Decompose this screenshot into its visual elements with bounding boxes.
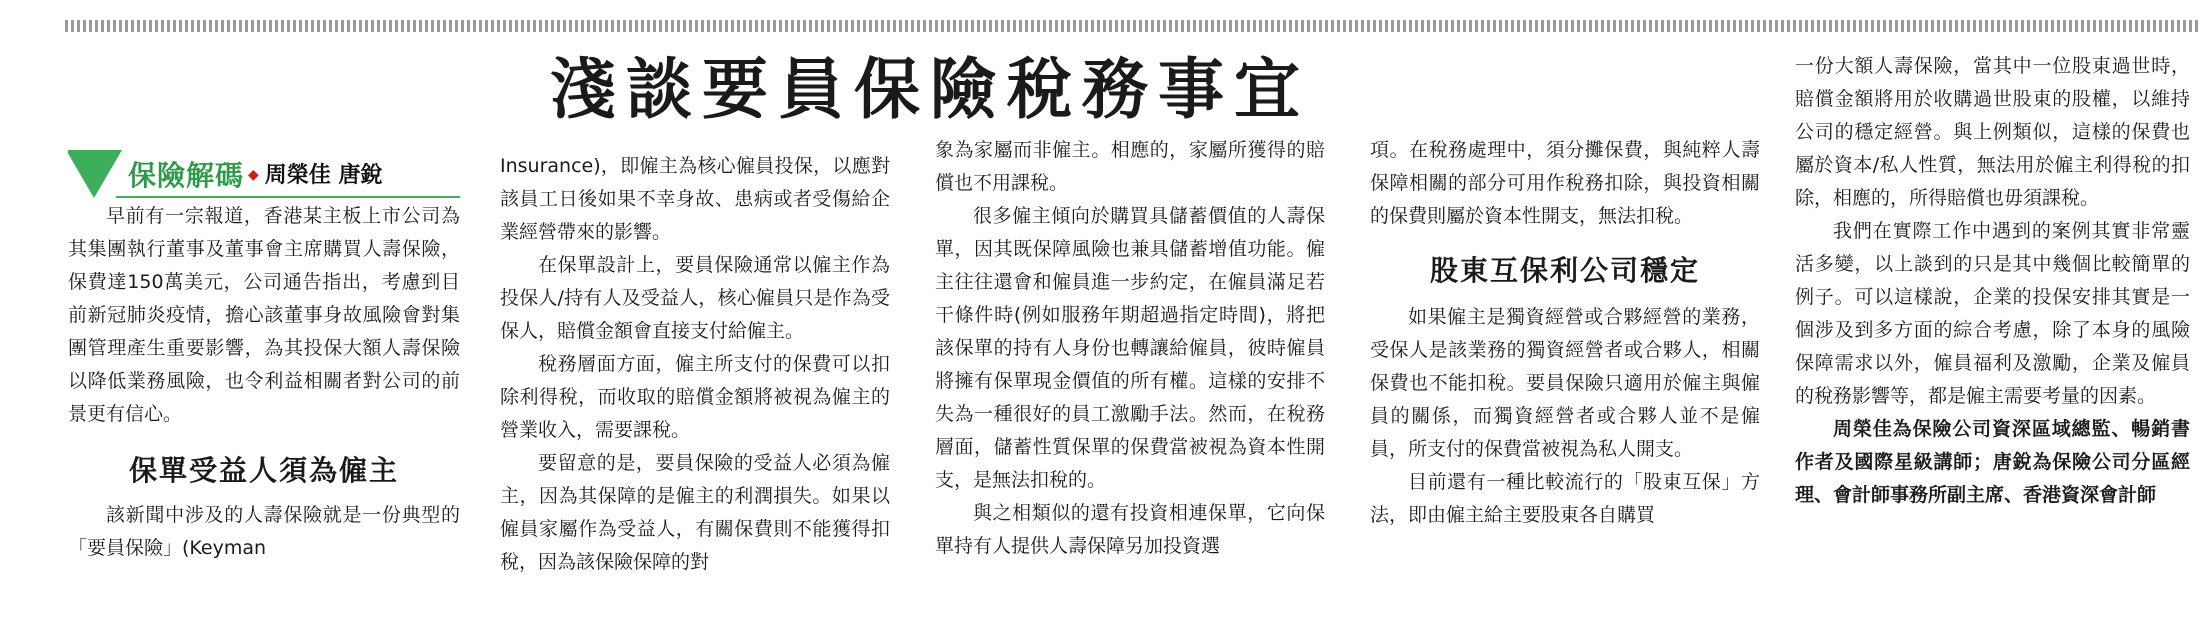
banner-underline — [116, 196, 460, 198]
paragraph: 與之相類似的還有投資相連保單，它向保單持有人提供人壽保障另加投資選 — [935, 502, 1325, 557]
paragraph: 項。在稅務處理中，須分攤保費，與純粹人壽保障相關的部分可用作稅務扣除，與投資相關的保費則屬於資本性開支，無法扣稅。 — [1370, 139, 1760, 227]
column-3 — [935, 134, 1325, 604]
paragraph: 象為家屬而非僱主。相應的，家屬所獲得的賠償也不用課稅。 — [935, 139, 1325, 194]
paragraph: 目前還有一種比較流行的「股東互保」方法，即由僱主給主要股東各自購買 — [1370, 471, 1760, 526]
paragraph: 我們在實際工作中遇到的案例其實非常靈活多變，以上談到的只是其中幾個比較簡單的例子。可以這樣說，企業的投保安排其實是一個涉及到多方面的綜合考慮，除了本身的風險保障需求以外，僱員福利及激勵，企業及僱員的稅務影響等，都是僱主需要考量的因素。 — [1795, 220, 2190, 407]
column-4 — [1370, 134, 1760, 604]
paragraph: 很多僱主傾向於購買具儲蓄價值的人壽保單，因其既保障風險也兼具儲蓄增值功能。僱主往往還會和僱員進一步約定，在僱員滿足若干條件時(例如服務年期超過指定時間)，將把該保單的持有人身份也轉讓給僱員，彼時僱員將擁有保單現金價值的所有權。這樣的安排不失為一種很好的員工激勵手法。然而，在稅務層面，儲蓄性質保單的保費當被視為資本性開支，是無法扣稅的。 — [935, 205, 1325, 491]
column-2 — [500, 150, 890, 620]
column-banner — [68, 150, 460, 200]
paragraph: 要留意的是，要員保險的受益人必須為僱主，因為其保障的是僱主的利潤損失。如果以僱員家屬作為受益人，有關保費則不能獲得扣稅，因為該保險保障的對 — [500, 452, 890, 573]
column-name: 保險解碼 — [128, 158, 245, 192]
subheading: 股東互保利公司穩定 — [1429, 254, 1700, 287]
subheading: 保單受益人須為僱主 — [128, 454, 399, 487]
author-bio: 周榮佳為保險公司資深區域總監、暢銷書作者及國際星級講師；唐銳為保險公司分區經理、會計師事務所副主席、香港資深會計師 — [1795, 418, 2190, 506]
paragraph: 該新聞中涉及的人壽保險就是一份典型的「要員保險」(Keyman — [68, 504, 460, 559]
paragraph: 在保單設計上，要員保險通常以僱主作為投保人/持有人及受益人，核心僱員只是作為受保人，賠償金額會直接支付給僱主。 — [500, 254, 890, 342]
top-rule — [65, 20, 2198, 32]
paragraph: 如果僱主是獨資經營或合夥經營的業務，受保人是該業務的獨資經營者或合夥人，相關保費也不能扣稅。要員保險只適用於僱主與僱員的關係，而獨資經營者或合夥人並不是僱員，所支付的保費當被視為私人開支。 — [1370, 306, 1760, 460]
banner-triangle-icon — [68, 150, 122, 198]
column-1 — [68, 150, 460, 620]
red-diamond-icon: ◆ — [248, 166, 259, 183]
headline: 淺談要員保險稅務事宜 — [550, 51, 1310, 128]
paragraph: 稅務層面方面，僱主所支付的保費可以扣除利得稅，而收取的賠償金額將被視為僱主的營業收入，需要課稅。 — [500, 353, 890, 441]
column-5 — [1795, 50, 2190, 610]
paragraph: 一份大額人壽保險，當其中一位股東過世時，賠償金額將用於收購過世股東的股權，以維持公司的穩定經營。與上例類似，這樣的保費也屬於資本/私人性質，無法用於僱主利得稅的扣除，相應的，所得賠償也毋須課稅。 — [1795, 55, 2190, 209]
paragraph: Insurance)，即僱主為核心僱員投保，以應對該員工日後如果不幸身故、患病或者受傷給企業經營帶來的影響。 — [500, 155, 890, 243]
paragraph: 早前有一宗報道，香港某主板上市公司為其集團執行董事及董事會主席購買人壽保險，保費達150萬美元，公司通告指出，考慮到目前新冠肺炎疫情，擔心該董事身故風險會對集團管理產生重要影響，為其投保大額人壽保險以降低業務風險，也令利益相關者對公司的前景更有信心。 — [68, 205, 460, 425]
column-authors: 周榮佳 唐銳 — [264, 162, 383, 188]
